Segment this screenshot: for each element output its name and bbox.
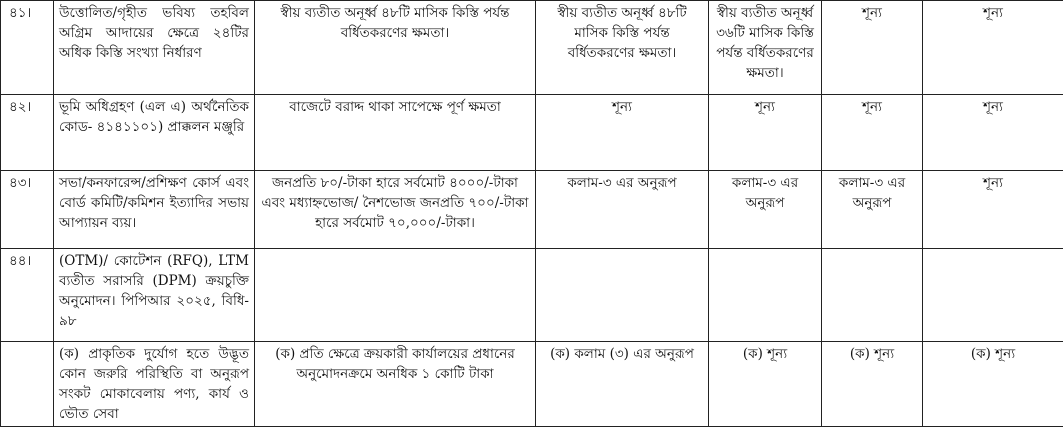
- row-description: উত্তোলিত/গৃহীত ভবিষ্য তহবিল অগ্রিম আদায়ের ক্ষেত্রে ২৪টির অধিক কিস্তি সংখ্যা নির্ধারণ: [54, 1, 255, 95]
- cell-column-6: (ক) শূন্য: [822, 342, 923, 427]
- table-row: [1, 171, 1063, 249]
- row-number: ৪৪।: [1, 249, 54, 342]
- row-number: ৪১।: [1, 1, 54, 95]
- cell-column-3: বাজেটে বরাদ্দ থাকা সাপেক্ষে পূর্ণ ক্ষমতা: [255, 95, 536, 171]
- table-row: [1, 95, 1063, 171]
- row-number: ৪৩।: [1, 171, 54, 249]
- row-number: ৪২।: [1, 95, 54, 171]
- table-row: [1, 342, 1063, 427]
- row-description: সভা/কনফারেন্স/প্রশিক্ষণ কোর্স এবং বোর্ড কমিটি/কমিশন ইত্যাদির সভায় আপ্যায়ন ব্যয়।: [54, 171, 255, 249]
- cell-column-6: [822, 249, 923, 342]
- cell-column-6: শূন্য: [822, 1, 923, 95]
- cell-column-4: [536, 249, 709, 342]
- cell-column-7: [923, 249, 1063, 342]
- cell-column-4: কলাম-৩ এর অনুরূপ: [536, 171, 709, 249]
- table-row: [1, 1, 1063, 95]
- cell-column-5: [709, 249, 822, 342]
- cell-column-5: শূন্য: [709, 95, 822, 171]
- table-row: [1, 249, 1063, 342]
- cell-column-4: শূন্য: [536, 95, 709, 171]
- cell-column-4: (ক) কলাম (৩) এর অনুরূপ: [536, 342, 709, 427]
- cell-column-5: (ক) শূন্য: [709, 342, 822, 427]
- cell-column-3: জনপ্রতি ৮০/-টাকা হারে সর্বমোট ৪০০০/-টাকা এবং মধ্যাহ্নভোজ/ নৈশভোজ জনপ্রতি ৭০০/-টাকা হারে সর্বমোট ৭০,০০০/-টাকা।: [255, 171, 536, 249]
- cell-column-6: কলাম-৩ এর অনুরূপ: [822, 171, 923, 249]
- cell-column-3: স্বীয় ব্যতীত অনূর্ধ্ব ৪৮টি মাসিক কিস্তি পর্যন্ত বর্ধিতকরণের ক্ষমতা।: [255, 1, 536, 95]
- row-description: (ক) প্রাকৃতিক দুর্যোগ হতে উদ্ভূত কোন জরুরি পরিস্থিতি বা অনুরূপ সংকট মোকাবেলায় পণ্য, কার্য ও ভৌত সেবা: [54, 342, 255, 427]
- row-description: (OTM)/ কোটেশন (RFQ), LTM ব্যতীত সরাসরি (DPM) ক্রয়চুক্তি অনুমোদন। পিপিআর ২০২৫, বিধি- ৯৮: [54, 249, 255, 342]
- cell-column-7: শূন্য: [923, 171, 1063, 249]
- cell-column-6: শূন্য: [822, 95, 923, 171]
- cell-column-7: শূন্য: [923, 95, 1063, 171]
- cell-column-5: কলাম-৩ এর অনুরূপ: [709, 171, 822, 249]
- row-description: ভূমি অধিগ্রহণ (এল এ) অর্থনৈতিক কোড- ৪১৪১১০১) প্রাক্কলন মঞ্জুরি: [54, 95, 255, 171]
- cell-column-4: স্বীয় ব্যতীত অনূর্ধ্ব ৪৮টি মাসিক কিস্তি পর্যন্ত বর্ধিতকরণের ক্ষমতা।: [536, 1, 709, 95]
- cell-column-7: (ক) শূন্য: [923, 342, 1063, 427]
- cell-column-3: (ক) প্রতি ক্ষেত্রে ক্রয়কারী কার্যালয়ের প্রধানের অনুমোদনক্রমে অনধিক ১ কোটি টাকা: [255, 342, 536, 427]
- cell-column-7: শূন্য: [923, 1, 1063, 95]
- cell-column-5: স্বীয় ব্যতীত অনূর্ধ্ব ৩৬টি মাসিক কিস্তি পর্যন্ত বর্ধিতকরণের ক্ষমতা।: [709, 1, 822, 95]
- cell-column-3: [255, 249, 536, 342]
- row-number: [1, 342, 54, 427]
